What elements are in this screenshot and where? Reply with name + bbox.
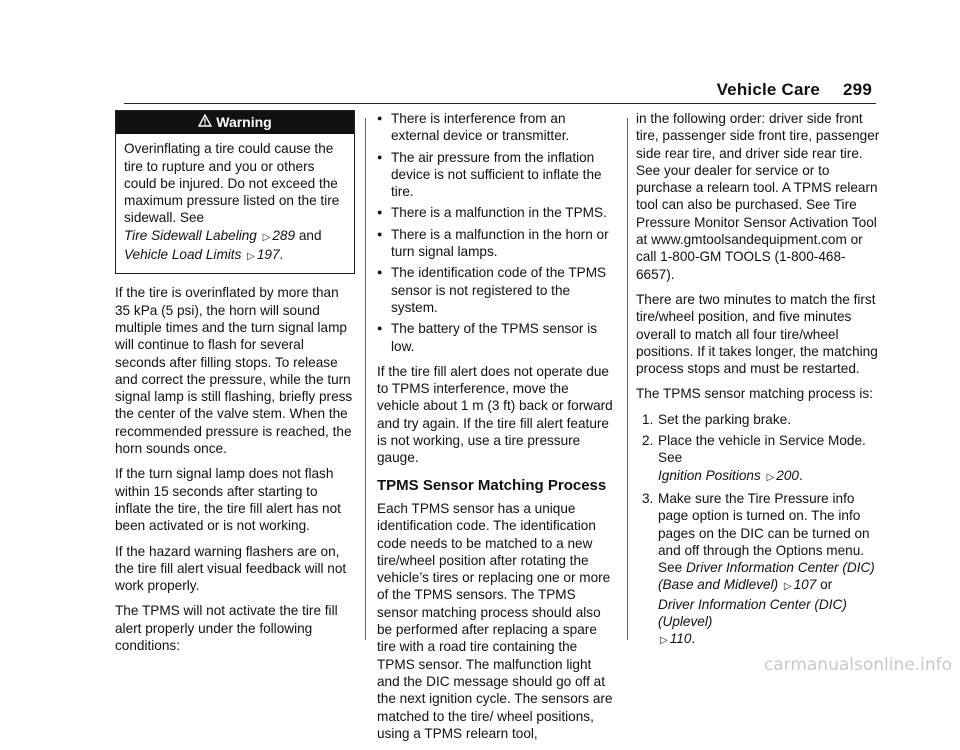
warning-title: Warning (216, 114, 272, 130)
section-heading: TPMS Sensor Matching Process (377, 476, 607, 494)
ref-ignition-positions[interactable]: Ignition Positions (658, 467, 761, 483)
warning-box (115, 110, 355, 274)
column-3 (636, 110, 881, 654)
list-item: ● The identification code of the TPMS sensor is not registered to the system. (377, 264, 614, 316)
column-1 (115, 110, 355, 662)
warning-triangle-icon (198, 114, 212, 131)
list-item: ● There is a malfunction in the TPMS. (377, 204, 614, 221)
header-rule (124, 103, 876, 104)
step-text: Place the vehicle in Service Mode. See (658, 433, 866, 466)
warning-ref1-page[interactable]: 289 (272, 227, 296, 243)
step-item (636, 411, 881, 428)
step-number: 3. (642, 490, 654, 506)
matching-steps (636, 411, 881, 650)
step-item (636, 432, 881, 486)
step-text: Set the parking brake. (658, 411, 791, 427)
section-title: Vehicle Care (716, 80, 821, 99)
paragraph: If the turn signal lamp does not flash within 15 seconds after starting to inflate the tire, the tire fill alert has not been activated or is not working. (115, 466, 341, 534)
step-text: Make sure the Tire Pressure info page option is turned on. The info pages on the DIC can be turned on and off through the Options menu. See (658, 490, 870, 576)
paragraph: The TPMS will not activate the tire fill alert properly under the following conditions: (115, 603, 338, 654)
column-divider-2 (627, 118, 628, 640)
step-number: 2. (642, 433, 654, 449)
warning-title-bar (116, 111, 354, 134)
column-divider-1 (365, 118, 366, 640)
page-ref-arrow-icon: ▷ (783, 581, 792, 593)
watermark: carmanualsonline.info (763, 655, 952, 675)
step-number: 1. (642, 411, 654, 427)
period: . (798, 467, 803, 483)
warning-ref2-page[interactable]: 197 (256, 247, 280, 263)
paragraph: Each TPMS sensor has a unique identification code. The identification code needs to be matched to a new tire/wheel position after rotating the vehicle’s tires or replacing one or more of the TPMS sensors. The TPMS sensor matching process should also be performed after replacing a spare tire with a road tire containing the TPMS sensor. The malfunction light and the DIC message should go off at the next ignition cycle. The sensors are matched to the tire/ wheel positions, using a TPMS relearn tool, (377, 500, 613, 741)
paragraph: in the following order: driver side front tire, passenger side front tire, passenger side rear tire, and driver side rear tire. See your dealer for service or to purchase a relearn tool. A TPMS relearn tool can also be purchased. See Tire Pressure Monitor Sensor Activation Tool at www.gmtoolsandequipment.com or call 1-800-GM TOOLS (1-800-468-6657). (636, 111, 880, 282)
paragraph: If the hazard warning flashers are on, the tire fill alert visual feedback will not work properly. (115, 543, 347, 594)
page-ref-arrow-icon: ▷ (660, 635, 668, 647)
list-item: ● There is a malfunction in the horn or turn signal lamps. (377, 226, 614, 261)
list-item: ● The air pressure from the inflation device is not sufficient to inflate the tire. (377, 149, 614, 201)
warning-ref-load-limits[interactable]: Vehicle Load Limits (124, 247, 242, 263)
warning-body (116, 134, 354, 273)
page-number: 299 (843, 80, 872, 99)
paragraph: The TPMS sensor matching process is: (636, 386, 873, 402)
page-ref-arrow-icon: ▷ (766, 471, 775, 483)
ref-page[interactable]: 107 (793, 577, 817, 593)
ref-page[interactable]: 110 (669, 631, 692, 647)
conditions-list (377, 110, 614, 355)
warning-end: . (279, 247, 284, 263)
step-item (636, 490, 881, 650)
ref-dic-base[interactable]: Driver Information Center (DIC) (Base and Midlevel) (658, 560, 875, 593)
page-header (699, 80, 872, 100)
ref-page[interactable]: 200 (776, 467, 799, 483)
paragraph: If the tire is overinflated by more than 35 kPa (5 psi), the horn will sound multiple times and the turn signal lamp will continue to flash for several seconds after filling stops. To release and correct the pressure, while the turn signal lamp is still flashing, briefly press the center of the valve stem. When the recommended pressure is reached, the horn sounds once. (115, 285, 353, 457)
warning-ref-tire-sidewall[interactable]: Tire Sidewall Labeling (124, 227, 257, 243)
period: . (691, 631, 696, 647)
page-ref-arrow-icon: ▷ (262, 231, 271, 243)
column-2 (377, 110, 614, 750)
page-ref-arrow-icon: ▷ (247, 251, 255, 263)
warning-and: and (298, 227, 322, 243)
list-item: ● The battery of the TPMS sensor is low. (377, 320, 614, 355)
paragraph: If the tire fill alert does not operate due to TPMS interference, move the vehicle about 1 m (3 ft) back or forward and try again. If the tire fill alert feature is not working, use a tire pressure gauge. (377, 363, 613, 466)
paragraph: There are two minutes to match the first tire/wheel position, and five minutes overall to match all four tire/wheel positions. If it takes longer, the matching process stops and must be restarted. (636, 291, 878, 377)
or-text: or (820, 577, 833, 593)
warning-text: Overinflating a tire could cause the tire to rupture and you or others could be injured. Do not exceed the maximum pressure listed on the tire sidewall. See (124, 141, 340, 226)
ref-dic-uplevel[interactable]: Driver Information Center (DIC) (Uplevel) (658, 596, 847, 630)
list-item: ● There is interference from an external device or transmitter. (377, 110, 614, 145)
